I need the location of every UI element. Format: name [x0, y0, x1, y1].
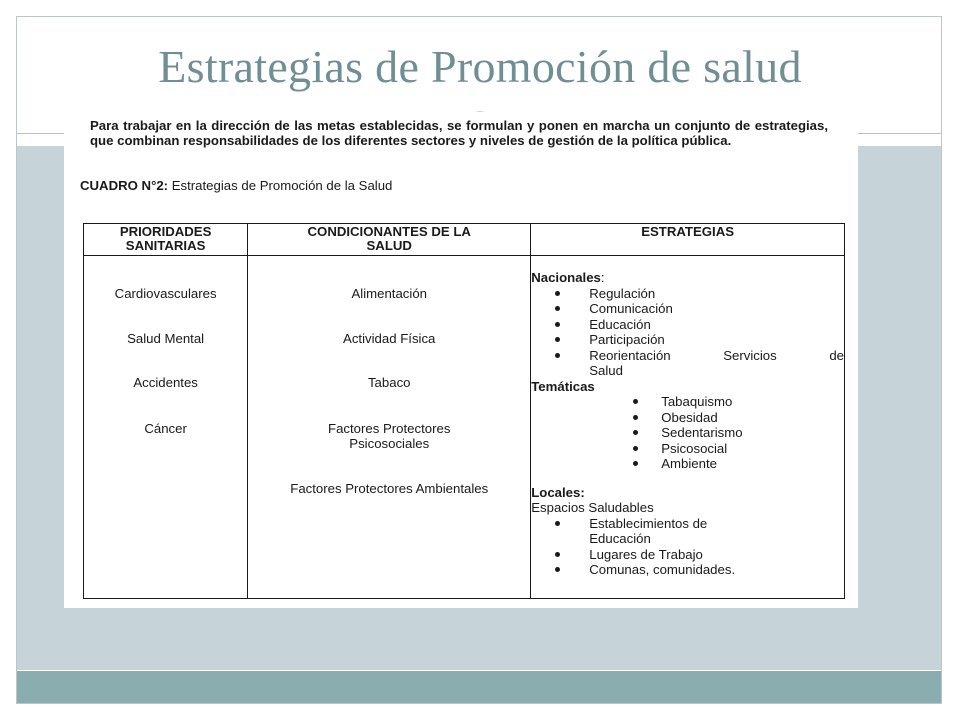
list-item — [531, 394, 844, 410]
nacionales-heading — [531, 270, 844, 286]
list-item — [531, 410, 844, 426]
tematicas-list — [531, 394, 844, 472]
list-item — [531, 301, 844, 317]
table-row — [84, 256, 845, 599]
nacionales-label: Nacionales — [531, 270, 601, 285]
prioridad-item: Cáncer — [144, 421, 187, 436]
bullet-icon — [633, 415, 638, 420]
prioridad-item: Salud Mental — [127, 331, 205, 346]
bullet-icon — [555, 567, 560, 572]
reorientacion-word: de — [829, 347, 844, 363]
intro-paragraph: Para trabajar en la dirección de las metas establecidas, se formulan y ponen en marcha un conjunto de estrategias, que combinan responsabilidades de los diferentes sectores y niveles de gestión de la política pública. — [90, 118, 828, 148]
nacionales-list — [531, 286, 844, 379]
estrategias-cell — [531, 256, 845, 599]
table-header-row — [84, 224, 845, 256]
condicionante-item: Factores Protectores — [328, 421, 451, 436]
list-item — [531, 547, 844, 563]
header-condicionantes — [248, 224, 531, 256]
caption-text: Estrategias de Promoción de la Salud — [168, 178, 393, 193]
bullet-icon — [555, 337, 560, 342]
list-item — [531, 562, 844, 578]
bullet-icon — [555, 521, 560, 526]
locales-heading: Locales: — [531, 484, 585, 500]
list-item-text: Regulación — [589, 285, 656, 301]
condicionante-item: Actividad Física — [343, 331, 436, 346]
list-item-text: Tabaquismo — [661, 394, 733, 409]
list-item-text: Lugares de Trabajo — [589, 546, 703, 562]
reorientacion-word: Servicios — [723, 347, 777, 363]
list-item-text: Sedentarismo — [661, 425, 743, 440]
list-item-text: Ambiente — [661, 456, 717, 471]
bullet-icon — [555, 291, 560, 296]
list-item — [531, 516, 844, 547]
header-estrategias-text: ESTRATEGIAS — [641, 224, 735, 239]
list-item-text: Educación — [589, 531, 651, 546]
bullet-icon — [633, 430, 638, 435]
header-prioridades-line2: SANITARIAS — [125, 238, 206, 253]
bullet-icon — [555, 322, 560, 327]
table-caption — [80, 178, 392, 193]
prioridad-item: Cardiovasculares — [114, 286, 217, 301]
condicionante-item: Tabaco — [367, 375, 411, 390]
list-item-text: Educación — [589, 316, 651, 332]
condicionante-item: Psicosociales — [349, 436, 430, 451]
header-prioridades-line1: PRIORIDADES — [119, 224, 212, 239]
bullet-icon — [555, 353, 560, 358]
list-item-text: Obesidad — [661, 409, 718, 425]
condicionantes-cell — [248, 256, 531, 599]
slide-title: Estrategias de Promoción de salud — [158, 41, 802, 92]
reorientacion-word: Reorientación — [589, 347, 671, 363]
list-item-text: Comunicación — [589, 301, 673, 316]
tematicas-heading: Temáticas — [531, 378, 595, 394]
bullet-icon — [633, 446, 638, 451]
prioridad-item: Accidentes — [133, 375, 198, 390]
list-item — [531, 425, 844, 441]
scanned-document — [64, 112, 858, 608]
bullet-icon — [633, 399, 638, 404]
prioridades-cell — [84, 256, 248, 599]
condicionante-item: Factores Protectores Ambientales — [290, 481, 489, 496]
condicionante-item: Alimentación — [351, 286, 427, 301]
header-condicionantes-line1: CONDICIONANTES DE LA — [307, 224, 471, 239]
strategies-table — [83, 223, 845, 599]
list-item — [531, 441, 844, 457]
list-item-text: Participación — [589, 332, 665, 347]
nacionales-colon: : — [600, 270, 605, 285]
list-item — [531, 317, 844, 333]
header-estrategias — [531, 224, 845, 256]
list-item — [531, 348, 844, 379]
header-condicionantes-line2: SALUD — [366, 238, 412, 253]
list-item-text: Establecimientos de — [589, 515, 708, 531]
bullet-icon — [633, 461, 638, 466]
reorientacion-line — [589, 348, 844, 364]
list-item — [531, 286, 844, 302]
list-item-text: Comunas, comunidades. — [589, 562, 736, 577]
caption-label: CUADRO N°2: — [80, 178, 169, 193]
espacios-label: Espacios Saludables — [531, 500, 654, 515]
list-item — [531, 332, 844, 348]
bullet-icon — [555, 306, 560, 311]
bullet-icon — [555, 552, 560, 557]
list-item-text: Psicosocial — [661, 440, 728, 456]
header-prioridades — [84, 224, 248, 256]
locales-list — [531, 516, 844, 578]
reorientacion-line2: Salud — [589, 363, 623, 378]
list-item — [531, 456, 844, 472]
footer-band — [17, 671, 941, 703]
